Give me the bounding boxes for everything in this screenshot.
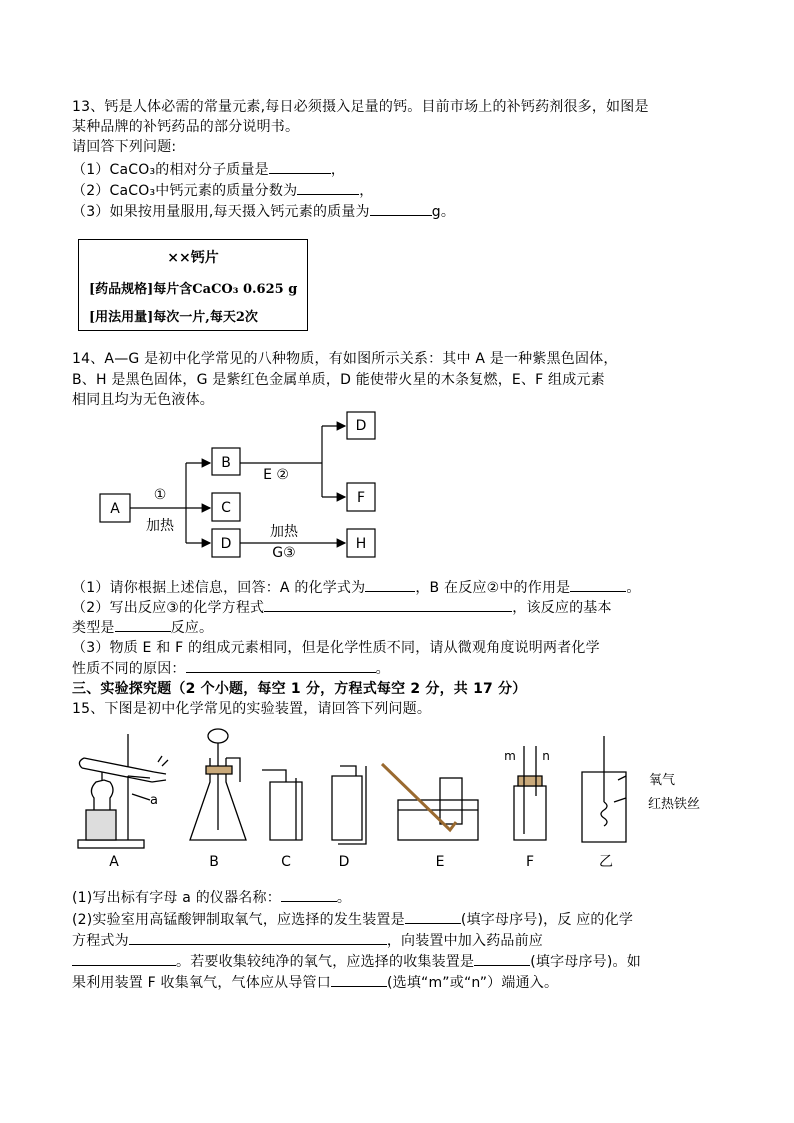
q14-s2-end: 反应。 bbox=[170, 620, 214, 636]
label-a: A bbox=[109, 854, 119, 870]
node-c: C bbox=[221, 500, 231, 516]
answer-blank[interactable] bbox=[405, 909, 461, 924]
q15-p3-text: 方程式为 bbox=[72, 933, 129, 949]
answer-blank[interactable] bbox=[264, 597, 512, 612]
q14-s2-text: （2）写出反应③的化学方程式 bbox=[72, 600, 265, 616]
q13-line3: 请回答下列问题: bbox=[72, 139, 177, 155]
q13-sub2 bbox=[72, 180, 373, 201]
q14-s2-cont bbox=[72, 617, 213, 638]
label-f: F bbox=[525, 854, 535, 870]
apparatus-figure bbox=[70, 722, 720, 872]
q13-sub1-end: ， bbox=[330, 162, 346, 178]
answer-blank[interactable] bbox=[331, 972, 387, 987]
node-h: H bbox=[355, 536, 367, 552]
q15-p1-text: (1)写出标有字母 a 的仪器名称： bbox=[72, 890, 281, 906]
label-c: C bbox=[281, 854, 291, 870]
q14-line1: 14、A—G 是初中化学常见的八种物质，有如图所示关系：其中 A 是一种紫黑色固体， bbox=[72, 351, 618, 367]
q14-line2: B、H 是黑色固体，G 是紫红色金属单质，D 能使带火星的木条复燃，E、F 组成元素 bbox=[72, 372, 605, 388]
q15-p2-end: (填字母序号)，反 应的化学 bbox=[460, 912, 634, 928]
label-b: B bbox=[209, 854, 219, 870]
q15-p5 bbox=[72, 972, 558, 993]
q14-s3-text: 性质不同的原因： bbox=[72, 661, 186, 677]
answer-blank[interactable] bbox=[474, 951, 530, 966]
answer-blank[interactable] bbox=[115, 617, 171, 632]
q13-sub3-text: （3）如果按用量服用,每天摄入钙元素的质量为 bbox=[72, 204, 370, 220]
q15-p4 bbox=[72, 951, 641, 972]
q15-p5-text: 果利用装置 F 收集氧气，气体应从导管口 bbox=[72, 975, 331, 991]
answer-blank[interactable] bbox=[365, 577, 415, 592]
q13-sub3 bbox=[72, 201, 455, 222]
q15-p4-end: (填字母序号)。如 bbox=[530, 954, 641, 970]
answer-blank[interactable] bbox=[186, 658, 376, 673]
q14-s1-text: （1）请你根据上述信息，回答：A 的化学式为 bbox=[72, 580, 366, 596]
node-b: B bbox=[221, 455, 231, 471]
q15-p2-text: (2)实验室用高锰酸钾制取氧气，应选择的发生装置是 bbox=[72, 912, 405, 928]
q14-s1-mid: ，B 在反应②中的作用是 bbox=[415, 580, 571, 596]
section-heading: 三、实验探究题（2 个小题，每空 1 分，方程式每空 2 分，共 17 分） bbox=[72, 681, 527, 697]
relationship-diagram bbox=[90, 408, 390, 560]
q15-p4-text: 。若要收集较纯净的氧气，应选择的收集装置是 bbox=[176, 954, 475, 970]
answer-blank[interactable] bbox=[370, 201, 432, 216]
q14-s1 bbox=[72, 577, 641, 598]
tube-n-label: n bbox=[542, 749, 550, 763]
reaction1-condition: 加热 bbox=[146, 518, 174, 534]
q13-line2: 某种品牌的补钙药品的部分说明书。 bbox=[72, 119, 300, 135]
q13-line1: 13、钙是人体必需的常量元素,每日必须摄入足量的钙。目前市场上的补钙药剂很多，如图是 bbox=[72, 99, 649, 115]
q15-p1-end: 。 bbox=[336, 890, 352, 906]
q13-sub2-end: ， bbox=[359, 183, 374, 199]
label-yi: 乙 bbox=[599, 854, 613, 870]
reaction1-label: ① bbox=[153, 487, 167, 503]
answer-blank[interactable] bbox=[297, 180, 359, 195]
q14-s2-type: 类型是 bbox=[72, 620, 115, 636]
q14-s3: （3）物质 E 和 F 的组成元素相同，但是化学性质不同，请从微观角度说明两者化学 bbox=[72, 640, 600, 656]
reaction2-label: E ② bbox=[263, 467, 289, 483]
q15-p3-end: ，向装置中加入药品前应 bbox=[386, 933, 544, 949]
q15-p1 bbox=[72, 887, 351, 908]
q14-s2 bbox=[72, 597, 612, 618]
medicine-label-usage: [用法用量]每次一片,每天2次 bbox=[89, 310, 258, 325]
q15-intro: 15、下图是初中化学常见的实验装置，请回答下列问题。 bbox=[72, 701, 432, 717]
iron-wire-label: 红热铁丝 bbox=[647, 797, 701, 812]
node-d: D bbox=[220, 536, 232, 552]
q14-s3-end: 。 bbox=[375, 661, 390, 677]
answer-blank[interactable] bbox=[281, 887, 337, 902]
medicine-label-spec: [药品规格]每片含CaCO₃ 0.625 g bbox=[89, 282, 298, 297]
label-e: E bbox=[435, 854, 445, 870]
q14-s2-mid: ，该反应的基本 bbox=[512, 600, 612, 616]
medicine-label-title: ××钙片 bbox=[167, 250, 219, 266]
answer-blank[interactable] bbox=[570, 577, 626, 592]
q14-s1-end: 。 bbox=[626, 580, 641, 596]
reaction3-condition: 加热 bbox=[270, 524, 298, 540]
answer-blank[interactable] bbox=[129, 930, 387, 945]
q13-sub2-text: （2）CaCO₃中钙元素的质量分数为 bbox=[72, 183, 298, 199]
answer-blank[interactable] bbox=[72, 951, 176, 966]
node-f: F bbox=[356, 490, 366, 506]
answer-blank[interactable] bbox=[269, 159, 331, 174]
reaction3-label: G③ bbox=[272, 545, 296, 560]
node-a: A bbox=[110, 501, 120, 517]
q13-sub1-text: （1）CaCO₃的相对分子质量是 bbox=[72, 162, 269, 178]
q13-sub3-end: g。 bbox=[431, 204, 456, 220]
q13-sub1 bbox=[72, 159, 345, 180]
label-d: D bbox=[338, 854, 350, 870]
q14-line3: 相同且均为无色液体。 bbox=[72, 392, 214, 408]
node-d-top: D bbox=[355, 418, 367, 434]
medicine-label-box bbox=[78, 239, 308, 331]
q15-p3 bbox=[72, 930, 543, 951]
q14-s3-cont bbox=[72, 658, 390, 679]
oxygen-label: 氧气 bbox=[648, 773, 676, 788]
instrument-a-label: a bbox=[150, 793, 158, 808]
q15-p2 bbox=[72, 909, 633, 930]
tube-m-label: m bbox=[504, 749, 516, 763]
q15-p5-end: (选填“m”或“n”）端通入。 bbox=[386, 975, 559, 991]
